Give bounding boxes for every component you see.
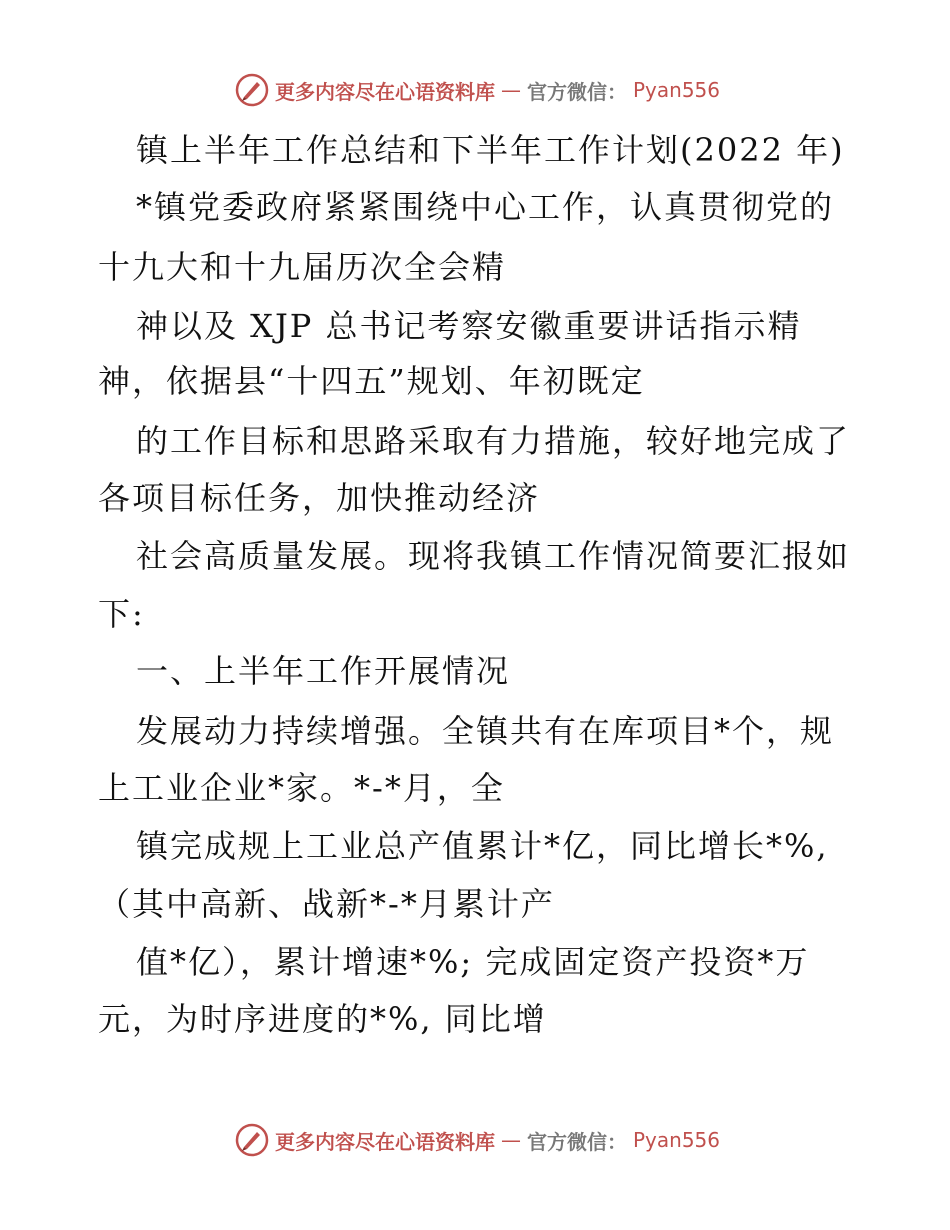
- doc-line: 的工作目标和思路采取有力措施，较好地完成了: [136, 422, 851, 460]
- doc-line: 神以及 XJP 总书记考察安徽重要讲话指示精: [136, 307, 802, 345]
- watermark-main-text: 更多内容尽在心语资料库: [275, 1129, 495, 1154]
- footer-watermark: [235, 1120, 720, 1160]
- doc-line: 神，依据县“十四五”规划、年初既定: [98, 362, 645, 400]
- doc-line: 发展动力持续增强。全镇共有在库项目*个，规: [136, 712, 835, 750]
- doc-line: 值*亿），累计增速*%; 完成固定资产投资*万: [136, 943, 810, 981]
- section-heading: 一、上半年工作开展情况: [136, 652, 511, 690]
- doc-line: （其中高新、战新*-*月累计产: [98, 885, 555, 923]
- watermark-main-text: 更多内容尽在心语资料库: [275, 79, 495, 104]
- watermark-dash: —: [501, 1128, 521, 1152]
- quill-pen-logo-icon: [235, 1123, 269, 1157]
- doc-line: 元，为时序进度的*%, 同比增: [98, 1000, 547, 1038]
- doc-line: 下:: [98, 595, 145, 633]
- watermark-dash: —: [501, 78, 521, 102]
- header-watermark: [235, 70, 720, 110]
- quill-pen-logo-icon: [235, 73, 269, 107]
- watermark-official-text: 官方微信：: [527, 1129, 627, 1154]
- doc-line: *镇党委政府紧紧围绕中心工作，认真贯彻党的: [136, 188, 835, 226]
- doc-line: 上工业企业*家。*-*月，全: [98, 769, 505, 807]
- doc-line: 镇完成规上工业总产值累计*亿，同比增长*%,: [136, 827, 829, 865]
- doc-line: 十九大和十九届历次全会精: [98, 248, 507, 286]
- doc-title: 镇上半年工作总结和下半年工作计划(2022 年): [136, 131, 845, 169]
- watermark-wechat-id: Pyan556: [633, 1128, 721, 1152]
- watermark-official-text: 官方微信：: [527, 79, 627, 104]
- watermark-wechat-id: Pyan556: [633, 78, 721, 102]
- doc-line: 各项目标任务，加快推动经济: [98, 479, 541, 517]
- doc-line: 社会高质量发展。现将我镇工作情况简要汇报如: [136, 537, 851, 575]
